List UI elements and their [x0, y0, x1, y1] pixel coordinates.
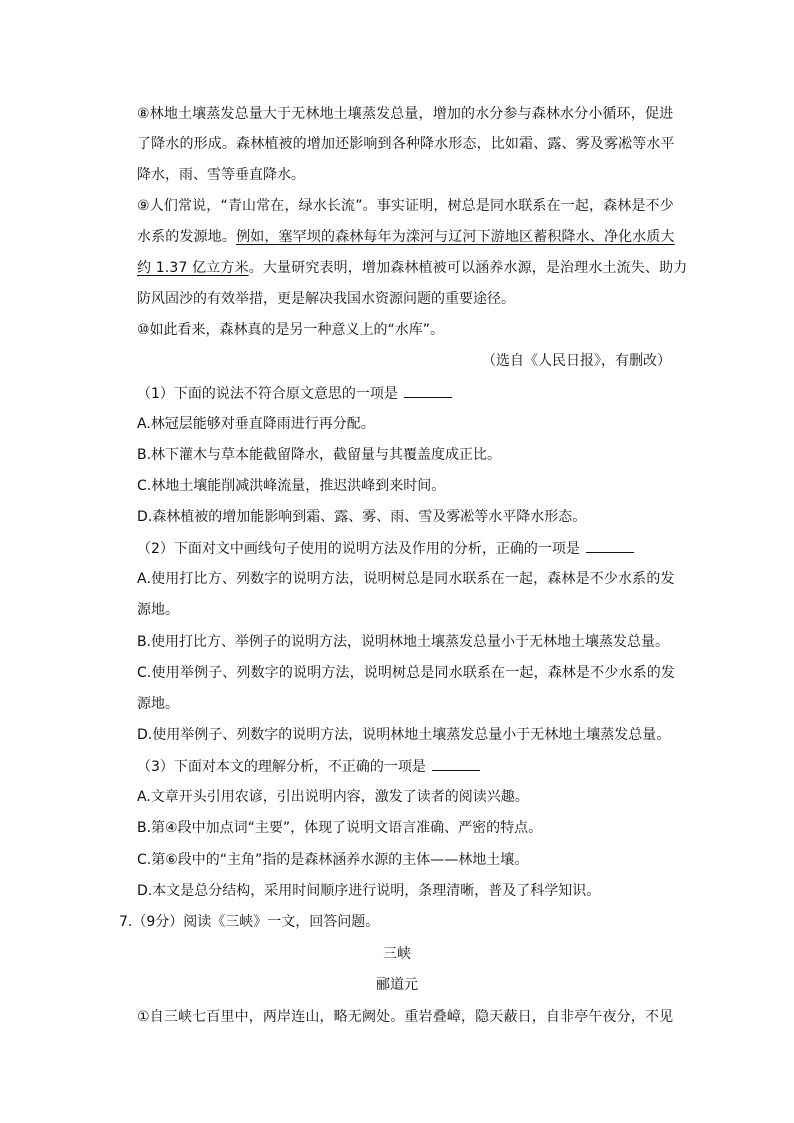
- paragraph-9-plain-text: 。大量研究表明，增加森林植被可以涵养水源，是治理水土流失、助力: [248, 260, 688, 276]
- question-1-option-c: C.林地土壤能削减洪峰流量，推迟洪峰到来时间。: [137, 478, 446, 494]
- underlined-sentence-end: 约 1.37 亿立方米: [137, 260, 249, 276]
- paragraph-9-line-2: [137, 227, 677, 247]
- paragraph-9-line-1: ⑨人们常说，“青山常在，绿水长流”。事实证明，树总是同水联系在一起，森林是不少: [137, 198, 674, 214]
- passage-author: 郦道元: [376, 977, 418, 993]
- question-2-option-a-line-2: 源地。: [137, 602, 179, 618]
- question-2-option-b: B.使用打比方、举例子的说明方法，说明林地土壤蒸发总量小于无林地土壤蒸发总量。: [137, 634, 670, 650]
- question-3-stem-text: （3）下面对本文的理解分析，不正确的一项是: [137, 759, 426, 775]
- question-1-option-b: B.林下灌木与草本能截留降水，截留量与其覆盖度成正比。: [137, 447, 502, 463]
- question-1-option-a: A.林冠层能够对垂直降雨进行再分配。: [137, 416, 375, 432]
- question-2-option-c-line-2: 源地。: [137, 696, 179, 712]
- answer-blank: [404, 383, 452, 398]
- answer-blank: [432, 756, 480, 771]
- underlined-sentence: 例如，塞罕坝的森林每年为滦河与辽河下游地区蓄积降水、净化水质大: [236, 229, 675, 245]
- question-3-option-d: D.本文是总分结构，采用时间顺序进行说明，条理清晰，普及了科学知识。: [137, 883, 601, 899]
- question-2-option-a-line-1: A.使用打比方、列数字的说明方法，说明树总是同水联系在一起，森林是不少水系的发: [137, 571, 675, 587]
- paragraph-8-line-1: ⑧林地土壤蒸发总量大于无林地土壤蒸发总量，增加的水分参与森林水分小循环，促进: [137, 106, 674, 122]
- question-1-option-d: D.森林植被的增加能影响到霜、露、雾、雨、雪及雾凇等水平降水形态。: [137, 509, 587, 525]
- question-2-stem: [137, 538, 677, 559]
- passage-paragraph-1-line-1: ①自三峡七百里中，两岸连山，略无阙处。重岩叠嶂，隐天蔽日，自非亭午夜分，不见: [137, 1009, 674, 1025]
- source-citation: （选自《人民日报》，有删改）: [482, 353, 671, 369]
- question-1-stem: [137, 383, 677, 404]
- question-3-option-a: A.文章开头引用农谚，引出说明内容，激发了读者的阅读兴趣。: [137, 789, 529, 805]
- question-1-stem-text: （1）下面的说法不符合原文意思的一项是: [137, 386, 398, 402]
- paragraph-8-line-2: 了降水的形成。森林植被的增加还影响到各种降水形态，比如霜、露、雾及雾凇等水平: [137, 136, 675, 152]
- question-7-heading: 7.（9分）阅读《三峡》一文，回答问题。: [119, 914, 380, 930]
- paragraph-9-plain-text: 水系的发源地。: [137, 229, 237, 245]
- question-2-option-d: D.使用举例子、列数字的说明方法，说明林地土壤蒸发总量小于无林地土壤蒸发总量。: [137, 727, 671, 743]
- question-2-option-c-line-1: C.使用举例子、列数字的说明方法，说明树总是同水联系在一起，森林是不少水系的发: [137, 665, 676, 681]
- question-3-option-b: B.第④段中加点词“主要”，体现了说明文语言准确、严密的特点。: [137, 820, 543, 836]
- question-2-stem-text: （2）下面对文中画线句子使用的说明方法及作用的分析，正确的一项是: [137, 541, 580, 557]
- question-3-stem: [137, 756, 677, 777]
- paragraph-9-line-3: [137, 258, 688, 278]
- question-3-option-c: C.第⑥段中的“主角”指的是森林涵养水源的主体——林地土壤。: [137, 852, 529, 868]
- passage-title: 三峡: [383, 946, 411, 962]
- paragraph-9-line-4: 防风固沙的有效举措，更是解决我国水资源问题的重要途径。: [137, 291, 515, 307]
- answer-blank: [586, 538, 634, 553]
- paragraph-10: ⑩如此看来，森林真的是另一种意义上的“水库”。: [137, 322, 445, 338]
- paragraph-8-line-3: 降水，雨、雪等垂直降水。: [137, 167, 305, 183]
